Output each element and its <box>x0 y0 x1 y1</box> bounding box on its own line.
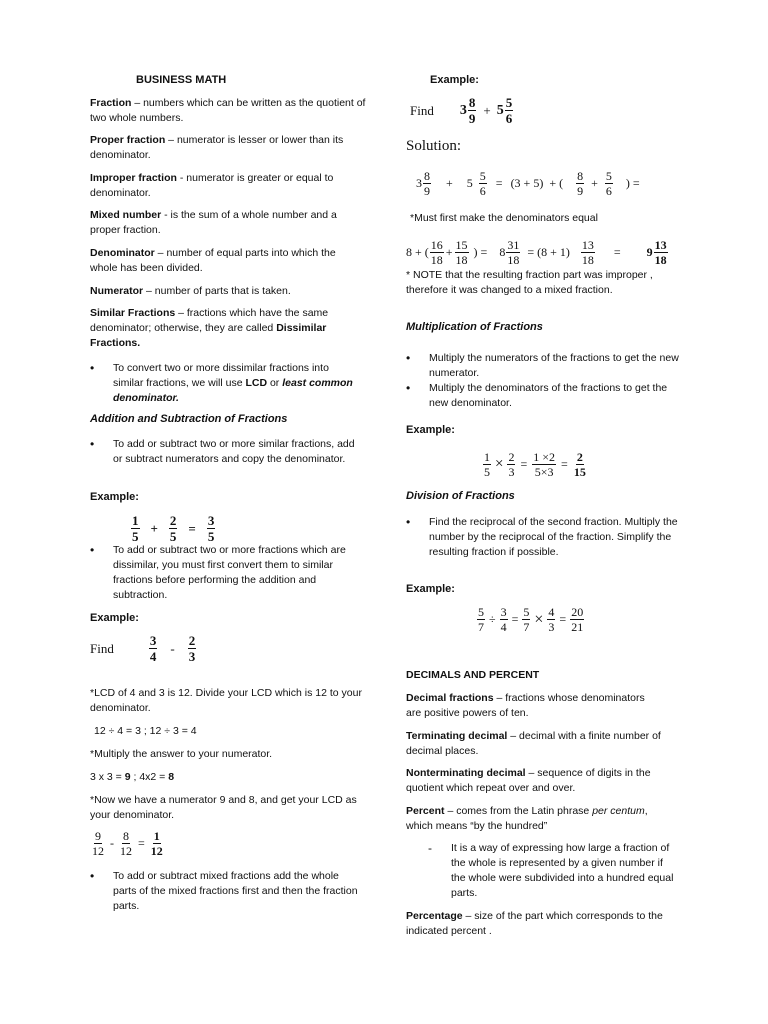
example-div-label: Example: <box>406 583 455 595</box>
step-numerators: *Now we have a numerator 9 and 8, and get your LCD as your denominator. <box>90 794 357 821</box>
definition-numerator: Numerator – number of parts that is taken. <box>90 285 291 297</box>
definition-similar-fractions: Similar Fractions – fractions which have the same denominator; otherwise, they are called Dissimilar Fractions. <box>90 307 329 349</box>
definition-nonterminating-decimal: Nonterminating decimal – sequence of digits in the quotient which repeat over and over. <box>406 767 651 794</box>
example-result-equation: $\frac{9}{12}$ - $\frac{8}{12}$ = $\frac{1}{12}$ <box>92 829 163 858</box>
heading-addition-subtraction: Addition and Subtraction of Fractions <box>90 413 288 425</box>
solution-line-2: 8 + ( $\frac{16}{18}$ + $\frac{15}{18}$ ) = 8 $\frac{31}{18}$ = (8 + 1) $\frac{13}{18}$ = 9 $\frac{13}{18}$ <box>406 238 667 267</box>
list-item: • To convert two or more dissimilar fractions into similar fractions, we will use LCD or least common denominator. <box>90 361 360 406</box>
example-dissimilar-equation: Find $\frac{3}{4}$ - $\frac{2}{3}$ <box>90 633 196 664</box>
lcd-bullet-list <box>90 361 360 406</box>
definition-improper-fraction: Improper fraction - numerator is greater or equal to denominator. <box>90 172 334 199</box>
definition-fraction: Fraction – numbers which can be written as the quotient of two whole numbers. <box>90 97 366 124</box>
list-item: • To add or subtract two or more similar fractions, add or subtract numerators and copy the denominator. <box>90 437 355 467</box>
list-item: • Find the reciprocal of the second fraction. Multiply the number by the reciprocal of the fraction. Simplify the resulting fraction if possible. <box>406 515 681 560</box>
heading-decimals-percent: DECIMALS AND PERCENT <box>406 669 540 681</box>
example-similar-equation: $\frac{1}{5}$ + $\frac{2}{5}$ = $\frac{3}{5}$ <box>132 513 215 544</box>
multiplication-equation: $\frac{1}{5}$ × $\frac{2}{3}$ = $\frac{1 \times 2}{5\times 3}$ = $\frac{2}{15}$ <box>484 450 586 479</box>
heading-multiplication: Multiplication of Fractions <box>406 321 543 333</box>
list-item: • To add or subtract mixed fractions add the whole parts of the mixed fractions first and then the fraction parts. <box>90 869 365 914</box>
find-expression: Find 3 $\frac{8}{9}$ + 5 $\frac{5}{6}$ <box>410 95 513 126</box>
step-multiply: *Multiply the answer to your numerator. <box>90 748 273 760</box>
dissimilar-bullet-list <box>90 543 365 603</box>
division-bullet-list <box>406 515 681 560</box>
definition-terminating-decimal: Terminating decimal – decimal with a finite number of decimal places. <box>406 730 661 757</box>
division-equation: $\frac{5}{7}$ ÷ $\frac{3}{4}$ = $\frac{5}{7}$ × $\frac{4}{3}$ = $\frac{20}{21}$ <box>478 605 584 634</box>
heading-division: Division of Fractions <box>406 490 515 502</box>
list-item: • Multiply the denominators of the fractions to get the new denominator. <box>406 381 681 411</box>
example-mult-label: Example: <box>406 424 455 436</box>
definition-mixed-number: Mixed number - is the sum of a whole number and a proper fraction. <box>90 209 337 236</box>
percent-dash-list <box>428 841 678 901</box>
definition-percent: Percent – comes from the Latin phrase per centum, which means “by the hundred” <box>406 805 648 832</box>
list-item: • Multiply the numerators of the fractions to get the new numerator. <box>406 351 681 381</box>
definition-proper-fraction: Proper fraction – numerator is lesser or lower than its denominator. <box>90 134 344 161</box>
solution-heading: Solution: <box>406 138 462 154</box>
mixed-bullet-list <box>90 869 365 914</box>
page-title: BUSINESS MATH <box>136 74 227 86</box>
note-denominators: *Must first make the denominators equal <box>410 212 598 224</box>
note-improper: * NOTE that the resulting fraction part was improper , therefore it was changed to a mixed fraction. <box>406 269 653 296</box>
definition-percentage: Percentage – size of the part which corresponds to the indicated percent . <box>406 910 663 937</box>
definition-decimal-fractions: Decimal fractions – fractions whose denominators are positive powers of ten. <box>406 692 645 719</box>
definition-denominator: Denominator – number of equal parts into which the whole has been divided. <box>90 247 336 274</box>
multiplication-bullet-list <box>406 351 681 411</box>
example2-label: Example: <box>90 612 139 624</box>
list-item: • To add or subtract two or more fractions which are dissimilar, you must first convert them to similar fractions before performing the addition and subtraction. <box>90 543 365 603</box>
example-label: Example: <box>90 491 139 503</box>
list-item: - It is a way of expressing how large a fraction of the whole is represented by a given number if the whole were subdivided into a hundred equal parts. <box>428 841 678 901</box>
step-lcd: *LCD of 4 and 3 is 12. Divide your LCD which is 12 to your denominator. <box>90 687 362 714</box>
step-products: 3 x 3 = 9 ; 4x2 = 8 <box>90 771 175 783</box>
step-divide: 12 ÷ 4 = 3 ; 12 ÷ 3 = 4 <box>94 725 197 737</box>
example-label: Example: <box>430 74 479 86</box>
solution-line-1: 3 $\frac{8}{9}$ + 5 $\frac{5}{6}$ = (3 + 5) + ( $\frac{8}{9}$ + $\frac{5}{6}$ ) = <box>416 169 640 198</box>
similar-bullet-list <box>90 437 355 467</box>
